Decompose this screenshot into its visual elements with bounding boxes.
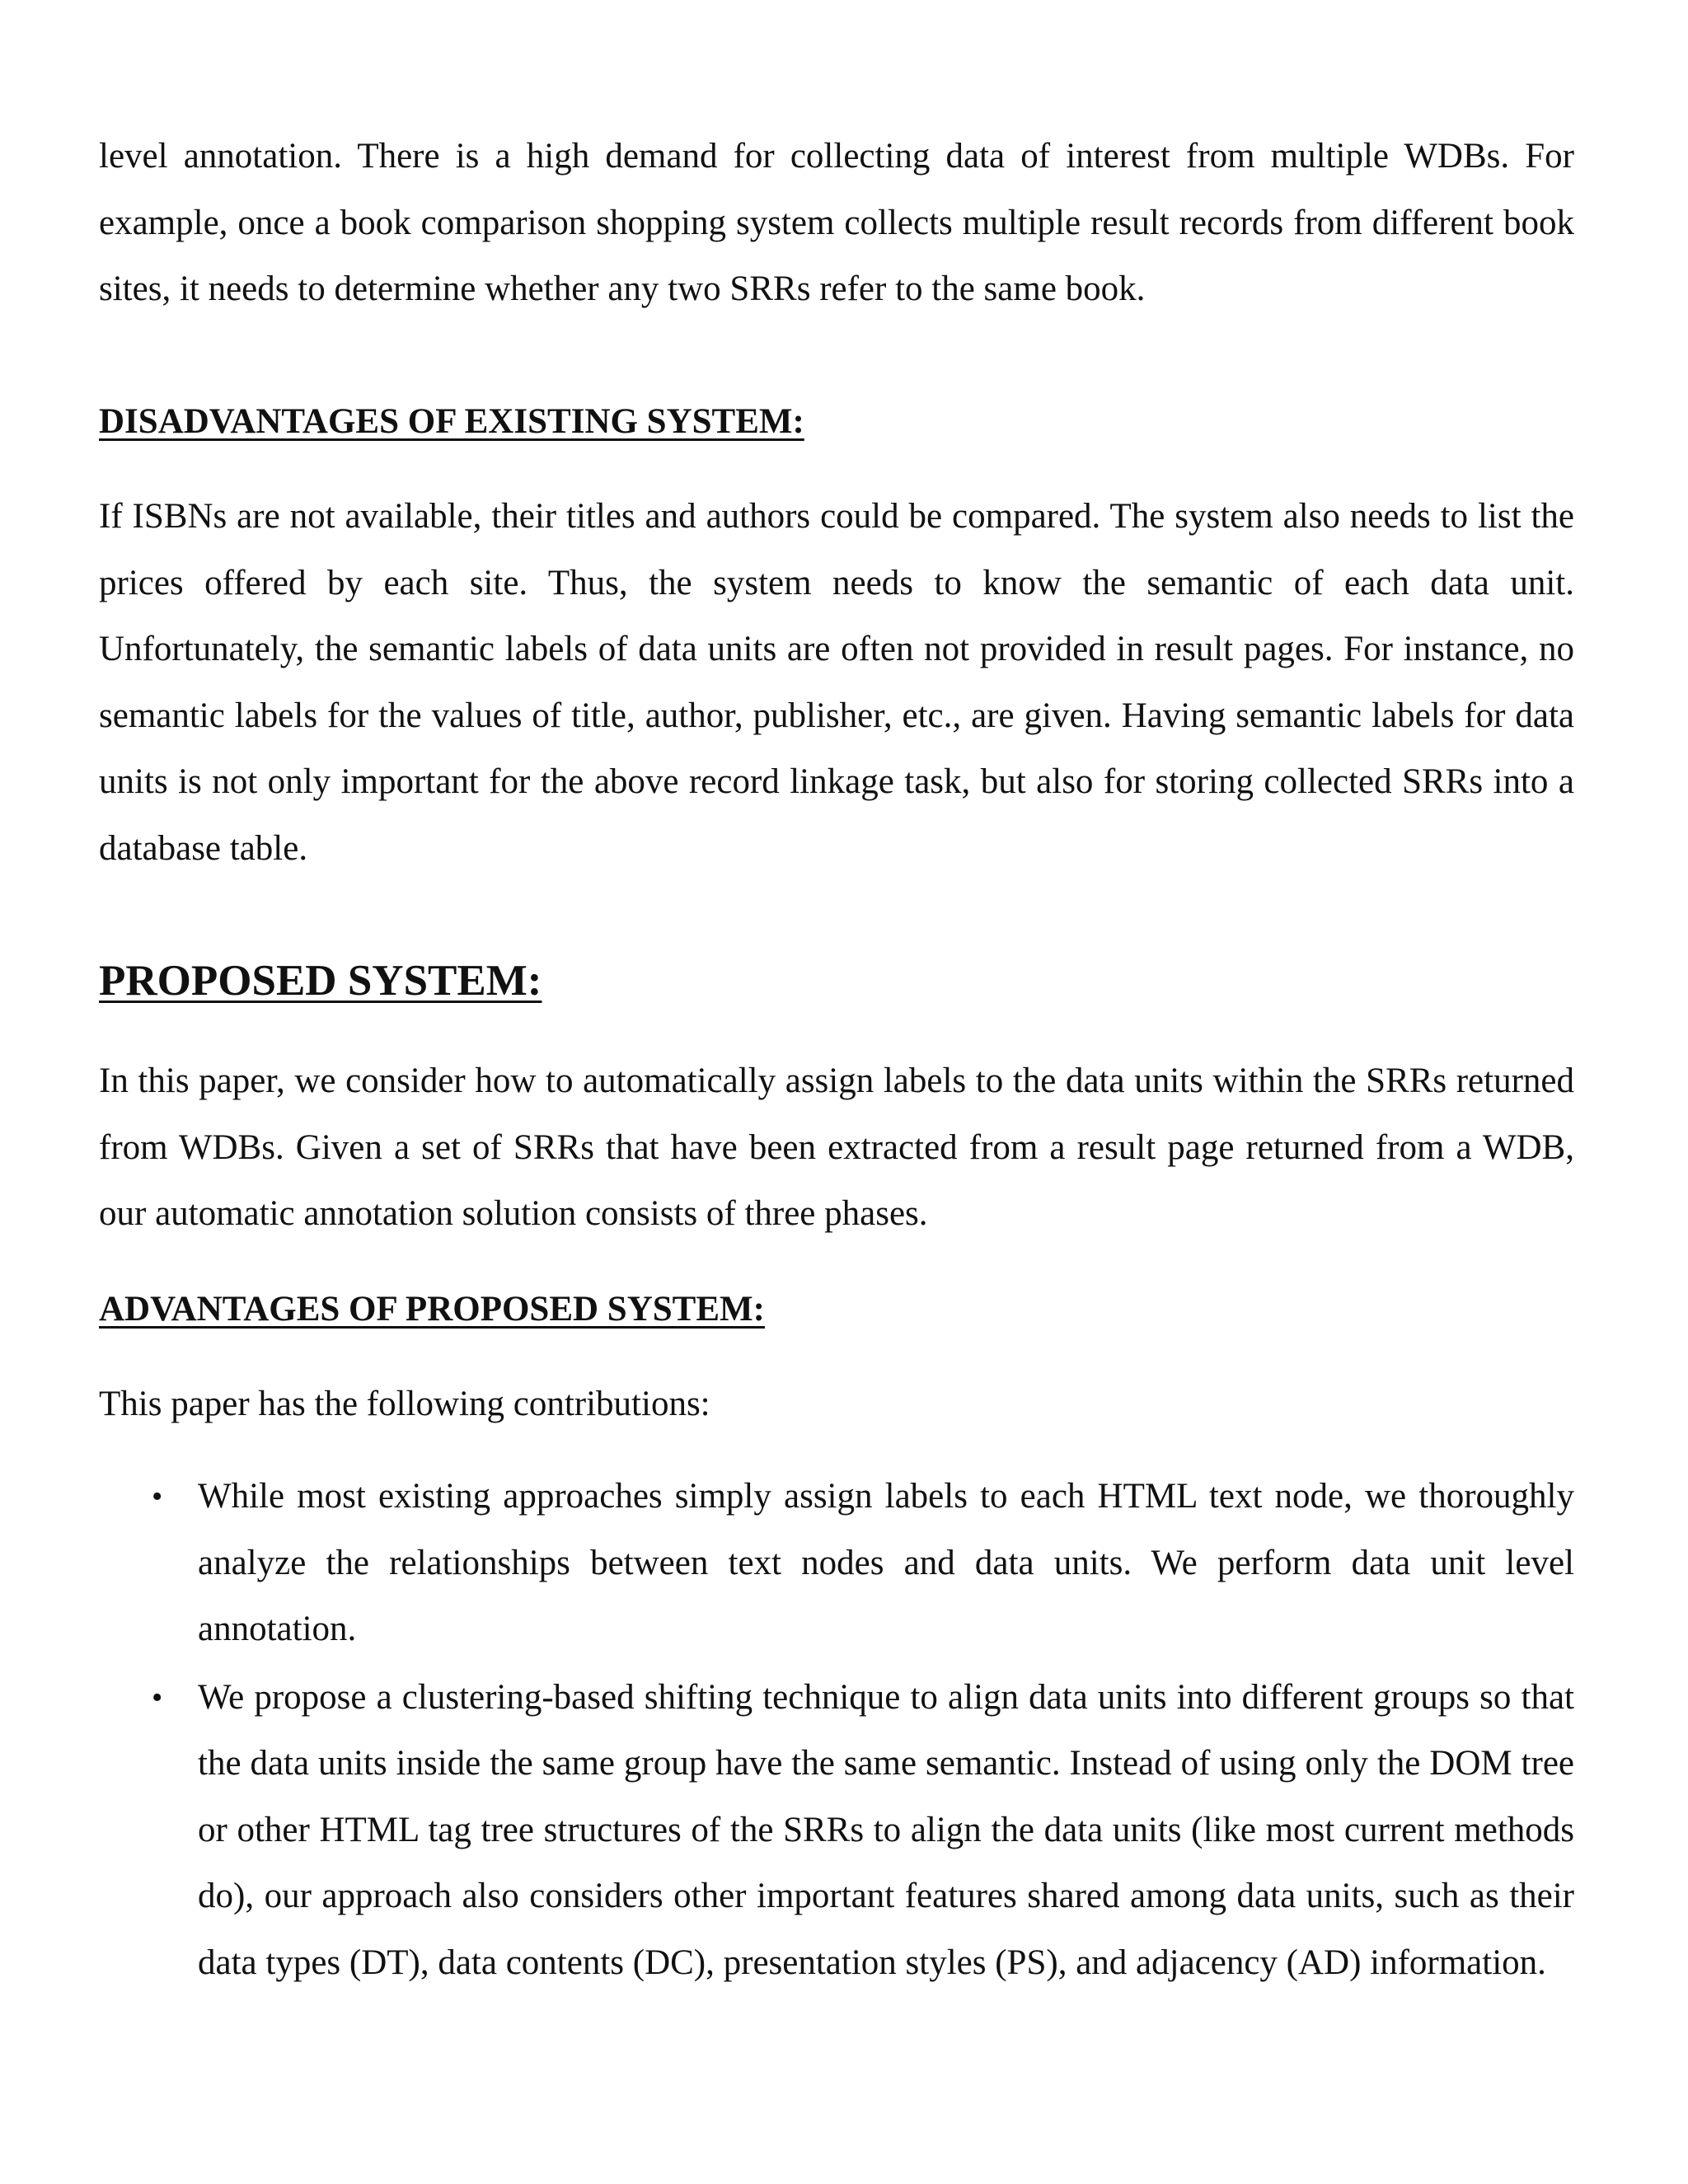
disadvantages-heading: DISADVANTAGES OF EXISTING SYSTEM:	[99, 402, 804, 441]
disadvantages-paragraph: If ISBNs are not available, their titles and authors could be compared. The system also needs to list the prices offered by each site. Thus, the system needs to know the semantic of each data unit. Unfortunately, the semantic labels of data units are often not provided in result pages. For instance, no semantic labels for the values of title, author, publisher, etc., are given. Having semantic labels for data units is not only important for the above record linkage task, but also for storing collected SRRs into a database table.	[99, 497, 1574, 868]
contributions-list	[99, 1464, 1574, 1998]
advantages-heading: ADVANTAGES OF PROPOSED SYSTEM:	[99, 1290, 765, 1329]
proposed-system-paragraph: In this paper, we consider how to automatically assign labels to the data units within the SRRs returned from WDBs. Given a set of SRRs that have been extracted from a result page returned from a WDB, our automatic annotation solution consists of three phases.	[99, 1062, 1574, 1233]
list-item	[99, 1665, 1574, 1997]
proposed-system-heading: PROPOSED SYSTEM:	[99, 957, 542, 1005]
list-item-text: While most existing approaches simply assign labels to each HTML text node, we thoroughly analyze the relationships between text nodes and data units. We perform data unit level annotation.	[198, 1477, 1574, 1648]
intro-paragraph: level annotation. There is a high demand for collecting data of interest from multiple WDBs. For example, once a book comparison shopping system collects multiple result records from different book sites, it needs to determine whether any two SRRs refer to the same book.	[99, 137, 1574, 308]
bullet-icon: •	[152, 1479, 163, 1514]
bullet-icon: •	[152, 1680, 163, 1715]
list-item-text: We propose a clustering-based shifting technique to align data units into different groups so that the data units inside the same group have the same semantic. Instead of using only the DOM tree or other HTML tag tree structures of the SRRs to align the data units (like most current methods do), our approach also considers other important features shared among data units, such as their data types (DT), data contents (DC), presentation styles (PS), and adjacency (AD) information.	[198, 1677, 1574, 1982]
list-item	[99, 1464, 1574, 1663]
advantages-intro: This paper has the following contributions:	[99, 1385, 710, 1423]
